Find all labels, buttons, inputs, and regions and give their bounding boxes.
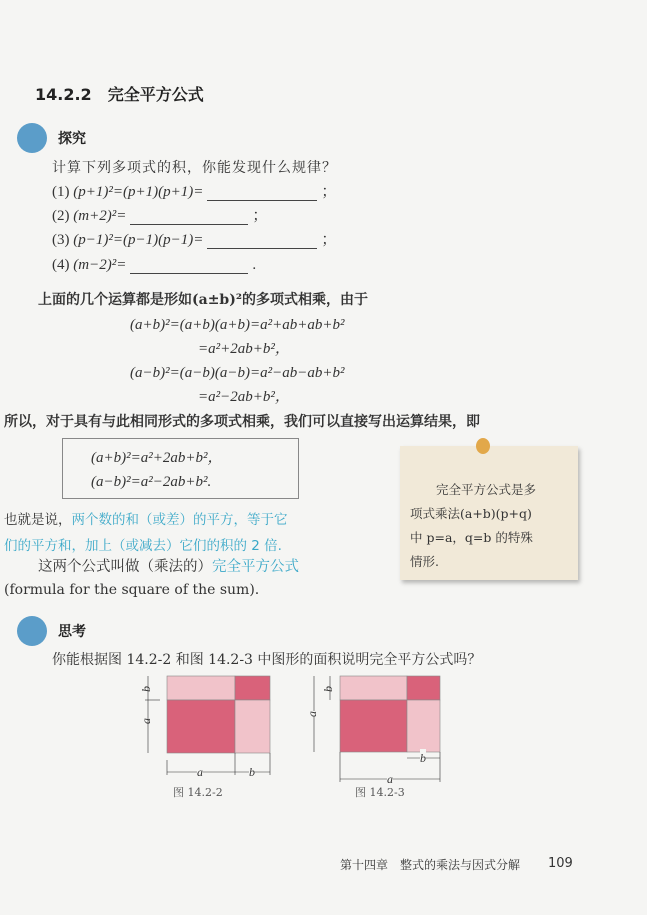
statement-highlight: 完全平方公式 [212,559,299,575]
punct: ； [321,232,337,248]
explore-prompt: 计算下列多项式的积，你能发现什么规律？ [52,160,337,176]
fig1-caption: 图 14.2-2 [173,786,223,799]
section-title: 14.2.2 完全平方公式 [35,85,204,104]
exercise-num: (2) [52,208,70,224]
fig1-label-b-vertical: b [139,686,153,692]
statement-highlight: 两个数的和（或差）的平方，等于它 [71,512,288,528]
footer-chapter: 第十四章 整式的乘法与因式分解 [340,858,521,872]
note-line: 中 p=a，q=b 的特殊 [410,530,533,545]
rect-top-left [340,676,407,700]
rect-top-right [407,676,440,700]
rect-bottom-right [407,700,440,752]
derivation-intro: 上面的几个运算都是形如(a±b)²的多项式相乘，由于 [38,292,368,308]
fig2-label-b: b [420,751,426,765]
exercise-expr: (p+1)²=(p+1)(p+1)= [73,184,204,200]
exercise-expr: (p−1)²=(p−1)(p−1)= [73,232,204,248]
derivation-line: =a²−2ab+b²， [198,389,290,405]
page-number: 109 [548,856,573,871]
exercise-expr: (m+2)²= [73,208,127,224]
fig2-label-b-vertical: b [321,686,335,692]
derivation-conclusion: 所以，对于具有与此相同形式的多项式相乘，我们可以直接写出运算结果，即 [4,414,480,430]
explore-label: 探究 [58,131,86,147]
exercise-expr: (m−2)²= [73,257,127,273]
punct: ； [252,208,268,224]
statement-text: 也就是说， [4,512,72,528]
exercise-num: (4) [52,257,70,273]
exercise-num: (3) [52,232,70,248]
rect-ab-right [235,700,270,753]
punct: ； [321,184,337,200]
exercise-num: (1) [52,184,70,200]
rect-a2 [167,700,235,753]
statement-line-4: (formula for the square of the sum). [4,582,260,598]
rect-b2 [235,676,270,700]
note-line: 项式乘法(a+b)(p+q) [410,506,532,521]
think-question: 你能根据图 14.2-2 和图 14.2-3 中图形的面积说明完全平方公式吗？ [52,652,482,668]
fig1-label-a-vertical: a [139,718,153,724]
derivation-line: (a+b)²=(a+b)(a+b)=a²+ab+ab+b² [130,317,345,333]
statement-line-2: 们的平方和，加上（或减去）它们的积的 2 倍. [4,538,282,554]
fig2-label-a-vertical: a [305,711,319,717]
formula-sum: (a+b)²=a²+2ab+b²， [91,450,223,466]
figure-14-2-2 [145,676,270,775]
note-line: 情形. [410,554,439,569]
think-label: 思考 [58,624,86,640]
fig1-label-a: a [197,765,203,779]
fig1-label-b: b [249,765,255,779]
formula-diff: (a−b)²=a²−2ab+b². [91,474,212,490]
derivation-line: (a−b)²=(a−b)(a−b)=a²−ab−ab+b² [130,365,345,381]
statement-text: 这两个公式叫做（乘法的） [38,559,212,575]
fig2-caption: 图 14.2-3 [355,786,405,799]
rect-ab-top [167,676,235,700]
derivation-line: =a²+2ab+b²， [198,341,290,357]
punct: . [252,257,257,273]
note-line: 完全平方公式是多 [436,482,537,497]
fig2-label-a: a [387,772,393,786]
rect-bottom-left [340,700,407,752]
